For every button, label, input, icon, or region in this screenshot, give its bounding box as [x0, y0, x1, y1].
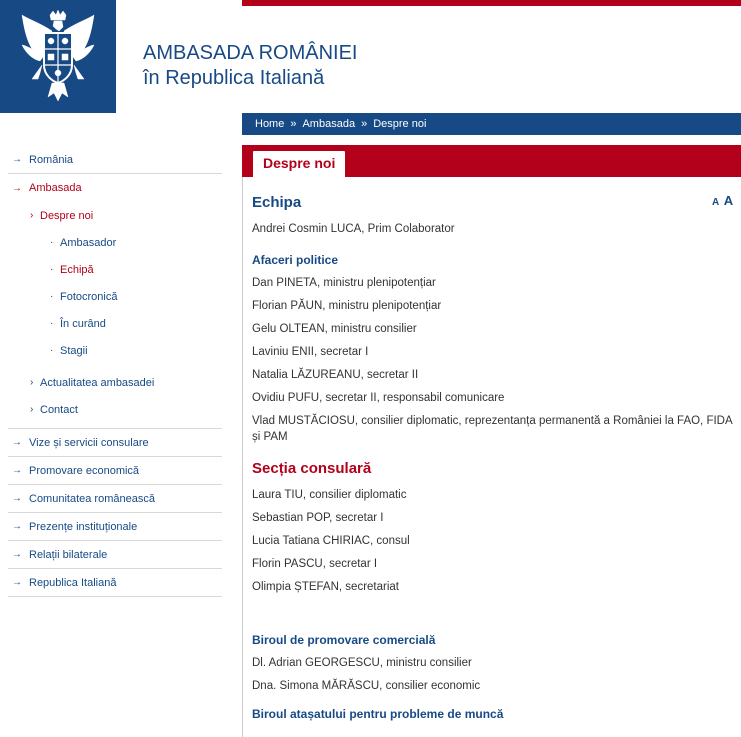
eagle-coat-of-arms-icon [18, 9, 98, 105]
content-tab-title: Despre noi [252, 150, 346, 177]
sidebar-nav [0, 146, 222, 597]
team-member: Florian PĂUN, ministru plenipotențiar [252, 300, 442, 312]
arrow-right-icon: → [12, 465, 22, 476]
sidebar-item-label: Fotocronică [60, 290, 118, 303]
sidebar-item-ambasada[interactable] [8, 174, 222, 202]
team-member: Lucia Tatiana CHIRIAC, consul [252, 535, 410, 547]
bullet-icon: · [50, 345, 54, 356]
team-member: Dan PINETA, ministru plenipotențiar [252, 277, 436, 289]
arrow-right-icon: → [12, 154, 22, 165]
sidebar-item-in-curand[interactable] [50, 310, 222, 337]
team-member: Dna. Simona MĂRĂSCU, consilier economic [252, 680, 481, 692]
section-title-consulara: Secția consulară [252, 460, 372, 477]
arrow-right-icon: → [12, 493, 22, 504]
subsection-title-afaceri: Afaceri politice [252, 253, 339, 267]
breadcrumb-current[interactable]: Despre noi [373, 118, 427, 130]
arrow-right-icon: → [12, 182, 22, 194]
sidebar-item-vize[interactable] [8, 429, 222, 457]
sidebar-item-contact[interactable] [30, 396, 222, 423]
subsection-title-promovare: Biroul de promovare comercială [252, 633, 436, 647]
team-member: Gelu OLTEAN, ministru consilier [252, 323, 417, 335]
breadcrumb-home[interactable]: Home [255, 118, 285, 130]
chevron-right-icon: › [30, 404, 34, 415]
breadcrumb-separator-icon: » [361, 118, 368, 130]
arrow-right-icon: → [12, 437, 22, 448]
breadcrumb [242, 113, 741, 135]
sidebar-item-label: Actualitatea ambasadei [40, 376, 155, 389]
sidebar-item-comunitatea[interactable] [8, 485, 222, 513]
team-member: Natalia LĂZUREANU, secretar II [252, 369, 419, 381]
font-increase-button[interactable]: A [723, 193, 734, 208]
sidebar-item-label: Contact [40, 403, 78, 416]
arrow-right-icon: → [12, 549, 22, 560]
sidebar-item-actualitatea[interactable] [30, 369, 222, 396]
team-member: Laura TIU, consilier diplomatic [252, 489, 407, 501]
section-title-echipa: Echipa [252, 194, 302, 211]
main-content [252, 188, 736, 726]
sidebar-item-echipa[interactable] [50, 256, 222, 283]
bullet-icon: · [50, 291, 54, 302]
sidebar-item-fotocronica[interactable] [50, 283, 222, 310]
sidebar-item-label: Ambasada [29, 182, 82, 194]
chevron-right-icon: › [30, 377, 34, 388]
site-title-line2: în Republica Italiană [143, 67, 325, 89]
subsection-title-munca: Biroul atașatului pentru probleme de muncă [252, 707, 504, 721]
sidebar-item-republica[interactable] [8, 569, 222, 597]
sidebar-item-label: Stagii [60, 344, 88, 357]
team-member: Laviniu ENII, secretar I [252, 346, 369, 358]
sidebar-item-despre-noi[interactable] [30, 202, 222, 229]
font-decrease-button[interactable]: A [712, 197, 720, 208]
sidebar-item-stagii[interactable] [50, 337, 222, 364]
sidebar-item-label: Ambasador [60, 236, 117, 249]
team-member: Andrei Cosmin LUCA, Prim Colaborator [252, 223, 455, 235]
sidebar-item-romania[interactable] [8, 146, 222, 174]
sidebar-item-ambasador[interactable] [50, 229, 222, 256]
sidebar-item-label: În curând [60, 317, 106, 330]
sidebar-item-label: România [29, 153, 74, 166]
sidebar-item-label: Vize și servicii consulare [29, 436, 149, 449]
sidebar-item-label: Echipă [60, 263, 94, 276]
arrow-right-icon: → [12, 521, 22, 532]
sidebar-item-label: Relații bilaterale [29, 548, 108, 561]
sidebar-item-label: Prezențe instituționale [29, 520, 138, 533]
sidebar-item-label: Despre noi [40, 209, 94, 222]
team-member: Florin PASCU, secretar I [252, 558, 378, 570]
team-member: Ovidiu PUFU, secretar II, responsabil comunicare [252, 392, 505, 404]
breadcrumb-ambasada[interactable]: Ambasada [302, 118, 356, 130]
sidebar-item-label: Republica Italiană [29, 576, 117, 589]
breadcrumb-separator-icon: » [290, 118, 297, 130]
team-member: Olimpia ȘTEFAN, secretariat [252, 581, 399, 593]
coat-of-arms-logo[interactable] [0, 0, 116, 113]
sidebar-item-label: Promovare economică [29, 464, 140, 477]
sidebar-item-prezente[interactable] [8, 513, 222, 541]
team-member: Sebastian POP, secretar I [252, 512, 384, 524]
bullet-icon: · [50, 264, 54, 275]
site-title-line1: AMBASADA ROMÂNIEI [143, 42, 358, 64]
sidebar-item-relatii[interactable] [8, 541, 222, 569]
bullet-icon: · [50, 237, 54, 248]
chevron-right-icon: › [30, 210, 34, 221]
team-member: Vlad MUSTĂCIOSU, consilier diplomatic, reprezentanța permanentă a României la FAO, FIDA și PAM [252, 415, 733, 443]
sidebar-item-label: Comunitatea românească [29, 492, 155, 505]
arrow-right-icon: → [12, 577, 22, 588]
site-title[interactable] [143, 41, 358, 91]
team-member: Dl. Adrian GEORGESCU, ministru consilier [252, 657, 472, 669]
header-accent-bar [242, 0, 741, 6]
sidebar-item-promovare[interactable] [8, 457, 222, 485]
bullet-icon: · [50, 318, 54, 329]
